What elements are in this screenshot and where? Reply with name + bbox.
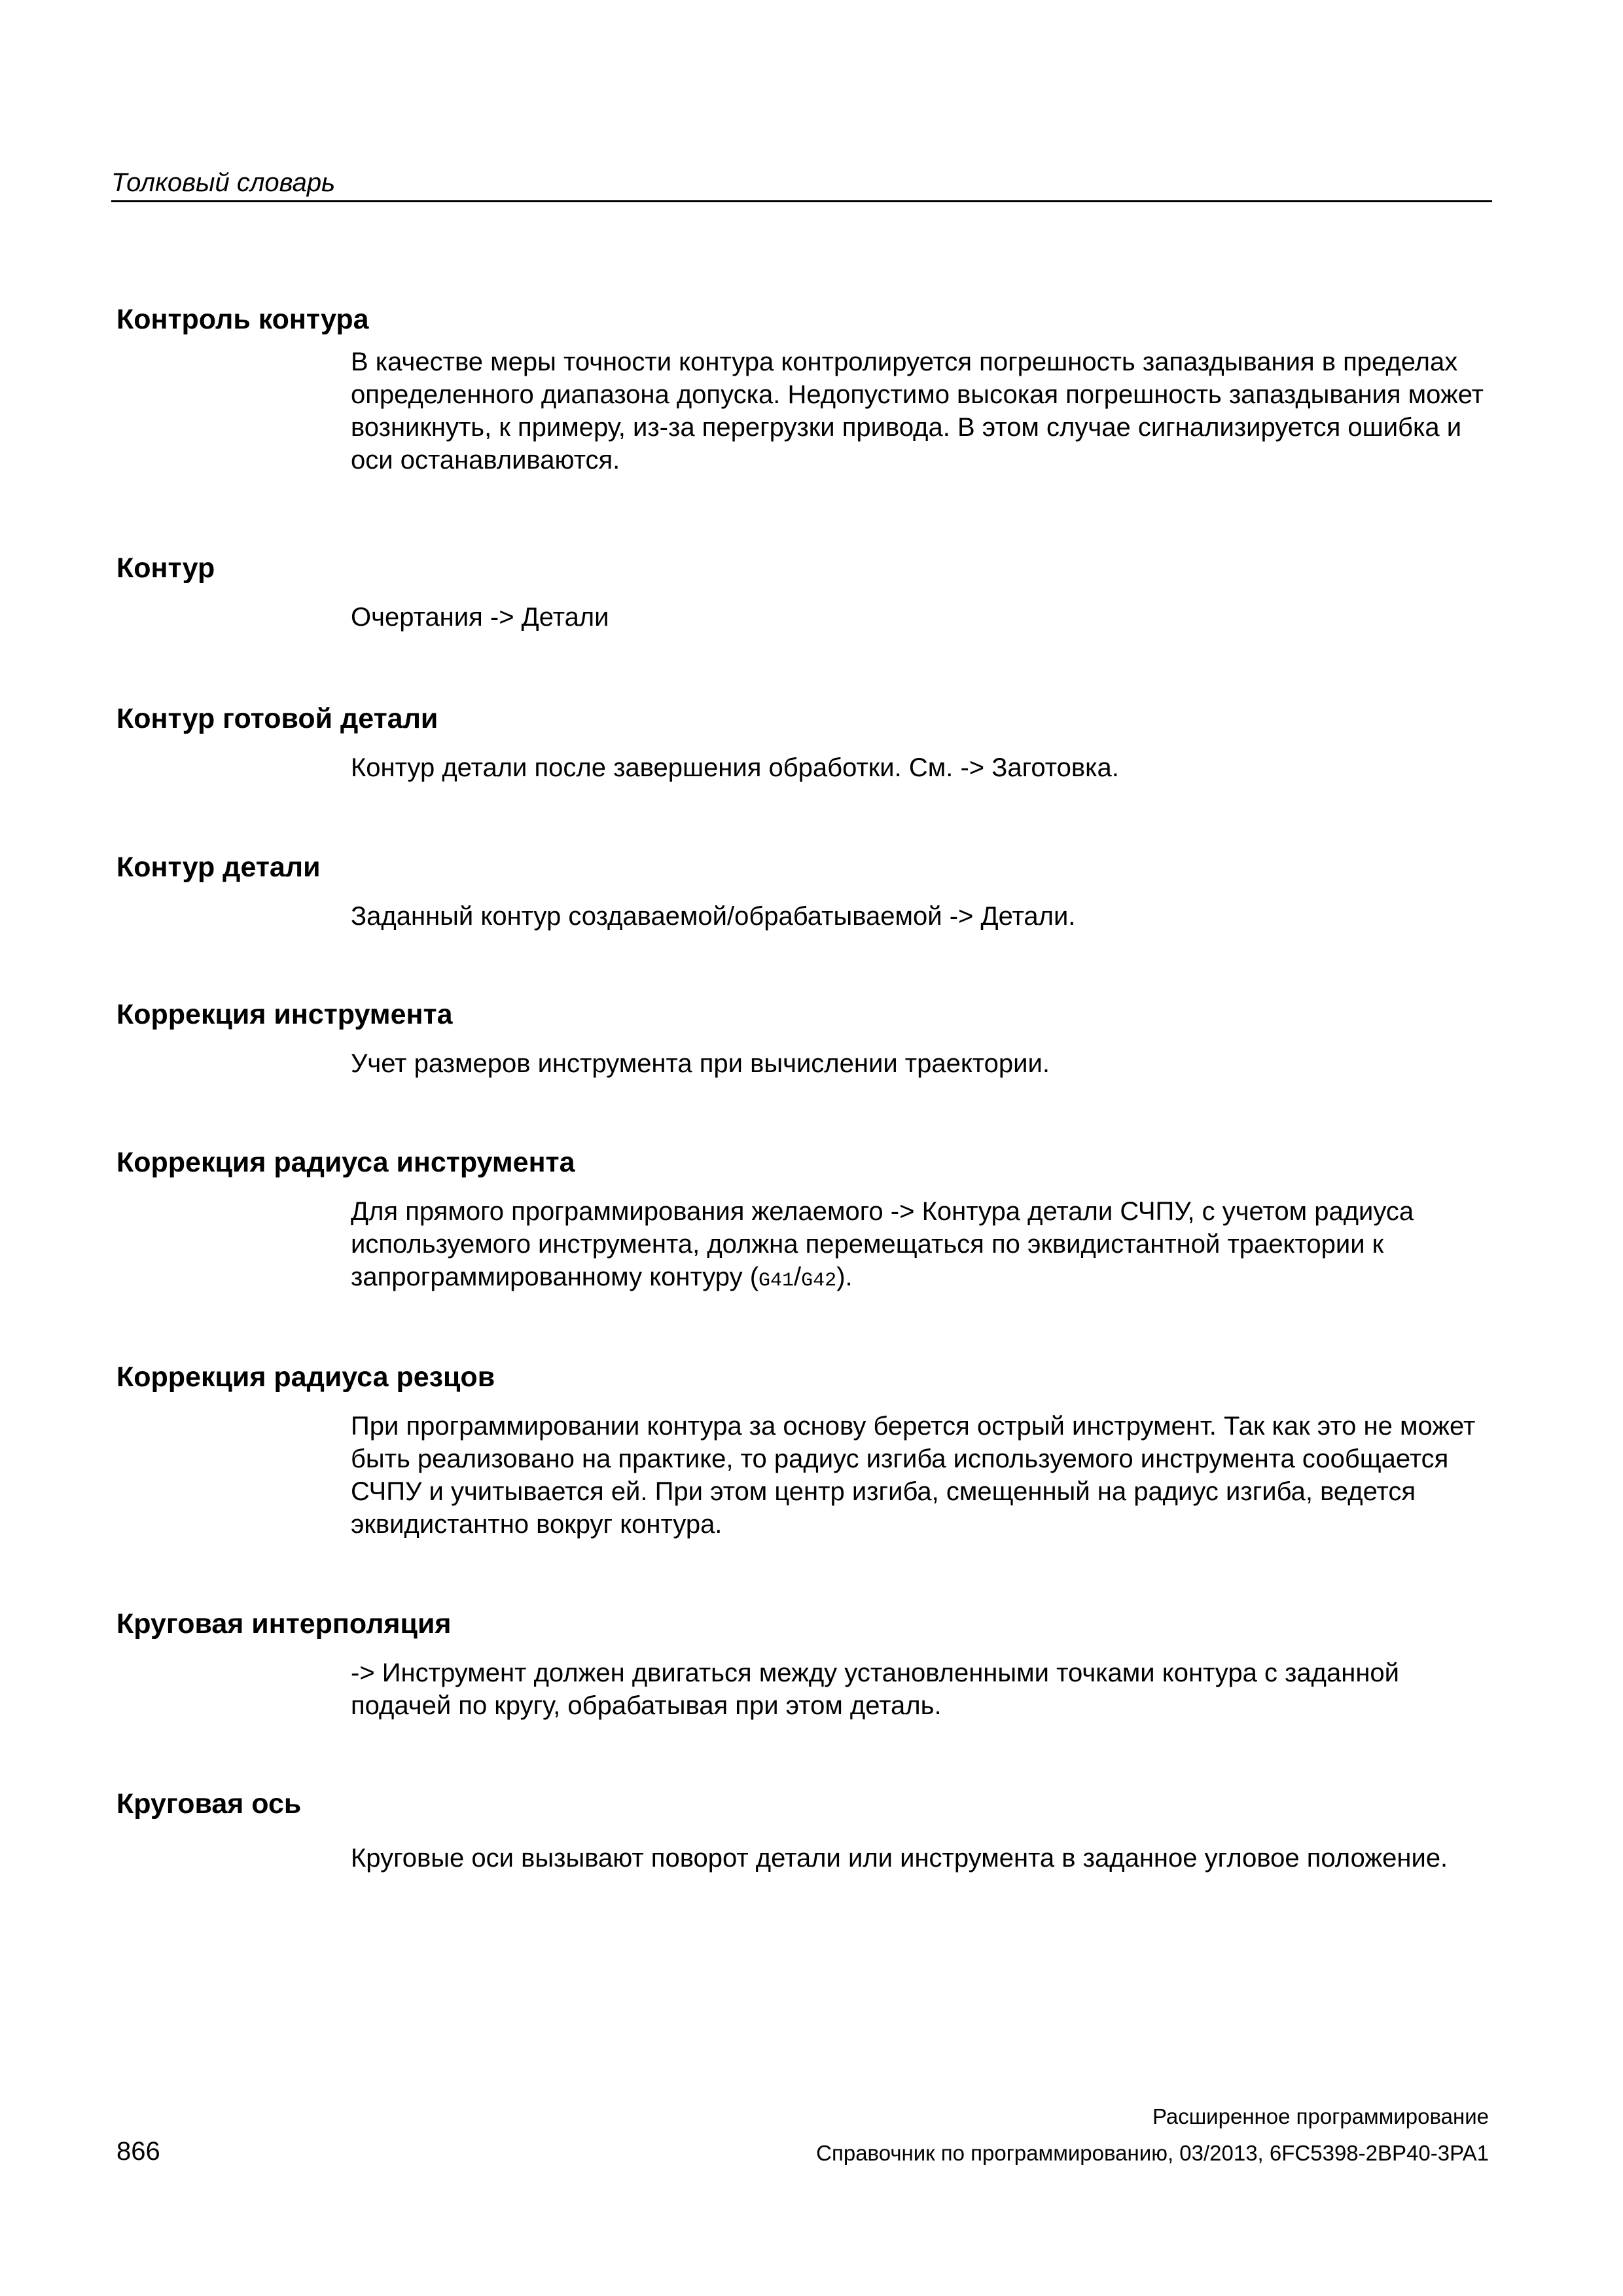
entry-term: Коррекция радиуса инструмента	[116, 1147, 575, 1178]
g-code-g42: G42	[801, 1270, 837, 1292]
entry-term: Контур	[116, 552, 215, 584]
glossary-entry	[116, 301, 1491, 476]
footer-reference: Справочник по программированию, 03/2013, 6FC5398-2BP40-3PA1	[816, 2141, 1489, 2165]
entry-definition: В качестве меры точности контура контролируется погрешность запаздывания в пределах определенного диапазона допуска. Недопустимо высокая погрешность запаздывания может возникнуть, к примеру, из-за перегрузки привода. В этом случае сигнализируется ошибка и оси останавливаются.	[351, 348, 1484, 475]
glossary-entry	[116, 1605, 1491, 1722]
entry-term: Коррекция инструмента	[116, 999, 453, 1030]
entry-term: Круговая интерполяция	[116, 1608, 452, 1640]
entry-definition	[351, 1195, 1491, 1297]
entry-definition: При программировании контура за основу берется острый инструмент. Так как это не может быть реализовано на практике, то радиус изгиба используемого инструмента сообщается СЧПУ и учитывается ей. При этом центр изгиба, смещенный на радиус изгиба, ведется эквидистантно вокруг контура.	[351, 1412, 1476, 1539]
g-code-g41: G41	[758, 1270, 794, 1292]
glossary-entry	[116, 700, 1491, 784]
entry-definition: Круговые оси вызывают поворот детали или инструмента в заданное угловое положение.	[351, 1844, 1448, 1873]
running-header: Толковый словарь	[111, 168, 336, 197]
glossary-entry	[116, 849, 1491, 933]
glossary-entry	[116, 996, 1491, 1080]
footer-document-title: Расширенное программирование	[1152, 2104, 1489, 2128]
glossary-entry	[116, 1144, 1491, 1297]
page-number: 866	[116, 2137, 160, 2166]
entry-term: Контроль контура	[116, 304, 369, 335]
entry-definition: Очертания -> Детали	[351, 603, 609, 632]
glossary-entry	[116, 550, 1491, 634]
entry-definition: Контур детали после завершения обработки. См. -> Заготовка.	[351, 753, 1119, 782]
header-divider	[111, 200, 1492, 202]
entry-term: Круговая ось	[116, 1788, 302, 1820]
entry-term: Коррекция радиуса резцов	[116, 1361, 495, 1393]
definition-text-end: ).	[836, 1263, 853, 1291]
entry-term: Контур детали	[116, 852, 321, 883]
glossary-entry	[116, 1785, 1491, 1874]
entry-definition: -> Инструмент должен двигаться между установленными точками контура с заданной подачей по кругу, обрабатывая при этом деталь.	[351, 1659, 1400, 1720]
glossary-entry	[116, 1359, 1491, 1541]
definition-text: Для прямого программирования желаемого -> Контура детали СЧПУ, с учетом радиуса используемого инструмента, должна перемещаться по эквидистантной траектории к запрограммированному контуру (	[351, 1197, 1414, 1291]
entry-definition: Заданный контур создаваемой/обрабатываемой -> Детали.	[351, 902, 1076, 931]
entry-definition: Учет размеров инструмента при вычислении траектории.	[351, 1049, 1050, 1078]
code-separator: /	[794, 1263, 802, 1291]
entry-term: Контур готовой детали	[116, 703, 438, 734]
